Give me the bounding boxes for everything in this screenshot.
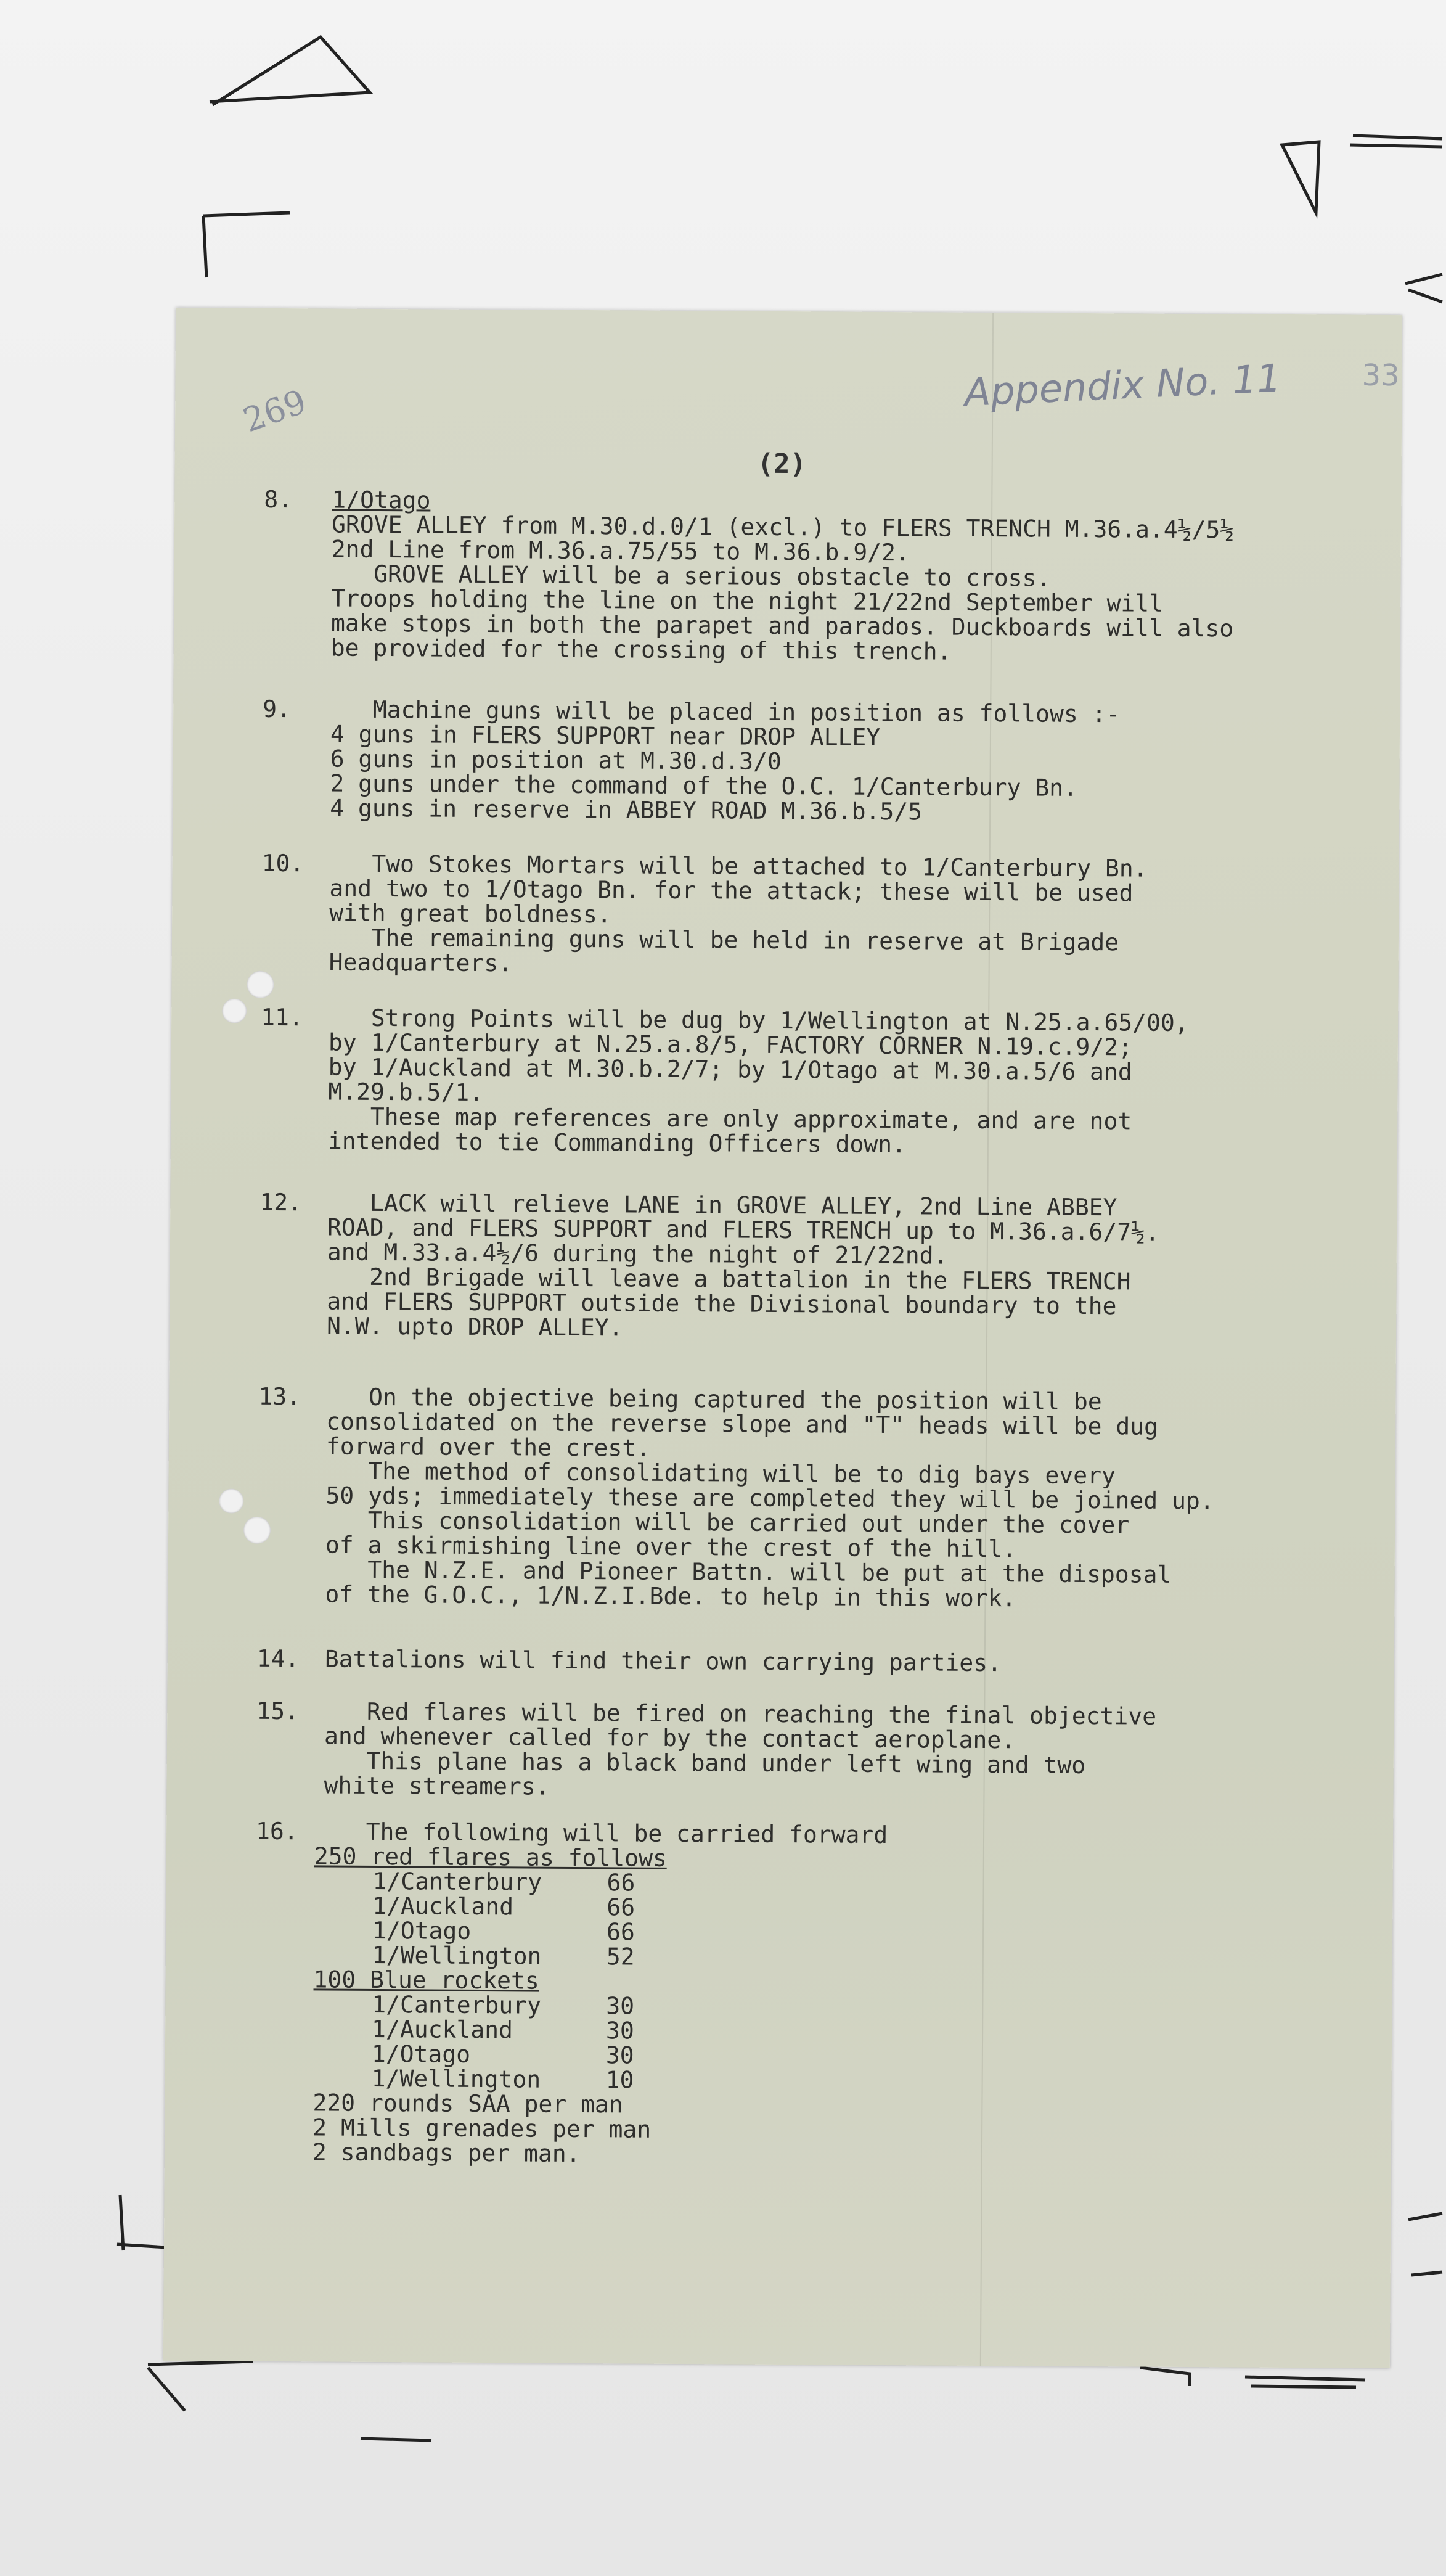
text-line: intended to tie Commanding Officers down. — [327, 1127, 907, 1159]
handwritten-folio-number: 269 — [238, 382, 311, 440]
text-line: The remaining guns will be held in reserve at Brigade — [329, 924, 1119, 956]
flares-list — [314, 1868, 1338, 1973]
punch-hole-bottom — [243, 1517, 271, 1544]
unit-name: 1/Canterbury — [372, 1867, 542, 1896]
text-line: This consolidation will be carried out under the cover — [325, 1506, 1130, 1539]
text-line: and FLERS SUPPORT outside the Divisional boundary to the — [327, 1287, 1117, 1320]
text-line: 2 guns under the command of the O.C. 1/Canterbury Bn. — [330, 769, 1078, 802]
paragraph-number: 16. — [255, 1817, 298, 1845]
quantity: 52 — [606, 1943, 635, 1971]
unit-name: 1/Auckland — [372, 2015, 513, 2044]
paragraph-11 — [171, 1003, 1342, 1159]
punch-hole-middle — [222, 998, 247, 1023]
paragraph-10 — [173, 849, 1344, 977]
text-line: Battalions will find their own carrying parties. — [324, 1645, 1002, 1677]
text-line: GROVE ALLEY from M.30.d.0/1 (excl.) to FLERS TRENCH M.36.a.4½/5½ — [331, 511, 1235, 544]
text-line: The N.Z.E. and Pioneer Battn. will be put at the disposal — [325, 1556, 1172, 1588]
quantity: 66 — [606, 1918, 635, 1946]
flares-heading: 250 red flares as follows — [314, 1842, 667, 1872]
text-line: make stops in both the parapet and parados. Duckboards will also — [330, 609, 1234, 642]
quantity: 66 — [607, 1869, 635, 1897]
quantity: 30 — [605, 2041, 634, 2069]
paragraph-9 — [173, 695, 1344, 826]
paragraph-14 — [168, 1644, 1339, 1677]
text-line: Machine guns will be placed in position as follows :- — [330, 695, 1121, 728]
text-line: of the G.O.C., 1/N.Z.I.Bde. to help in this work. — [325, 1580, 1016, 1612]
text-line: LACK will relieve LANE in GROVE ALLEY, 2nd Line ABBEY — [327, 1189, 1117, 1221]
paragraph-number: 12. — [259, 1188, 303, 1216]
text-line: and whenever called for by the contact aeroplane. — [324, 1722, 1016, 1754]
appendix-stamp: Appendix No. 11 — [963, 355, 1283, 416]
unit-name: 1/Auckland — [372, 1892, 514, 1921]
paragraph-number: 10. — [261, 849, 304, 877]
text-line: GROVE ALLEY will be a serious obstacle to cross. — [331, 560, 1051, 592]
text-line: The method of consolidating will be to dig bays every — [325, 1457, 1116, 1490]
text-line: Strong Points will be dug by 1/Wellington at N.25.a.65/00, — [329, 1004, 1189, 1037]
text-line: ROAD, and FLERS SUPPORT and FLERS TRENCH up to M.36.a.6/7½. — [327, 1213, 1160, 1246]
paragraph-number: 8. — [264, 485, 293, 514]
text-line: by 1/Auckland at M.30.b.2/7; by 1/Otago at M.30.a.5/6 and — [328, 1053, 1132, 1086]
text-line: 2 sandbags per man. — [312, 2138, 581, 2168]
paragraph-number: 9. — [263, 695, 292, 723]
paragraph-12 — [170, 1188, 1341, 1342]
text-line: be provided for the crossing of this trench. — [330, 634, 952, 665]
paragraph-number: 15. — [256, 1697, 300, 1725]
paragraph-16 — [166, 1817, 1338, 2168]
text-line: 2nd Brigade will leave a battalion in the FLERS TRENCH — [327, 1263, 1131, 1295]
text-line: and two to 1/Otago Bn. for the attack; these will be used — [329, 874, 1134, 907]
text-line: Two Stokes Mortars will be attached to 1/Canterbury Bn. — [329, 850, 1148, 882]
paragraph-title: 1/Otago — [332, 486, 431, 514]
unit-name: 1/Canterbury — [372, 1990, 542, 2019]
text-line: M.29.b.5/1. — [328, 1078, 484, 1107]
paragraph-number: 14. — [256, 1644, 300, 1673]
corner-page-number: 33 — [1362, 358, 1400, 393]
unit-name: 1/Otago — [371, 2040, 471, 2068]
quantity: 30 — [606, 1992, 635, 2020]
text-line: 220 rounds SAA per man — [312, 2089, 623, 2119]
quantity: 30 — [605, 2017, 635, 2045]
quantity: 66 — [607, 1893, 635, 1921]
text-line: 6 guns in position at M.30.d.3/0 — [330, 745, 782, 775]
text-line: 50 yds; immediately these are completed they will be joined up. — [325, 1482, 1214, 1515]
text-line: 2nd Line from M.36.a.75/55 to M.36.b.9/2. — [331, 535, 910, 567]
unit-name: 1/Otago — [372, 1916, 472, 1945]
paragraph-8 — [174, 485, 1346, 665]
paragraph-13 — [170, 1382, 1341, 1612]
document-sheet — [163, 308, 1402, 2368]
text-line: and M.33.a.4½/6 during the night of 21/22nd. — [327, 1238, 948, 1270]
text-line: These map references are only approximate, and are not — [328, 1102, 1132, 1135]
text-line: with great boldness. — [329, 899, 611, 929]
text-line: 4 guns in reserve in ABBEY ROAD M.36.b.5/5 — [330, 794, 923, 826]
text-line: This plane has a black band under left wing and two — [324, 1747, 1086, 1779]
unit-name: 1/Wellington — [372, 1941, 542, 1970]
quantity: 10 — [605, 2066, 634, 2094]
rockets-list — [313, 1991, 1337, 2096]
page-label: (2) — [757, 448, 807, 480]
rockets-heading: 100 Blue rockets — [313, 1966, 539, 1995]
punch-hole-lower — [219, 1488, 243, 1513]
text-line: by 1/Canterbury at N.25.a.8/5, FACTORY CORNER N.19.c.9/2; — [328, 1028, 1133, 1061]
paragraph-number: 11. — [261, 1003, 303, 1032]
text-line: N.W. upto DROP ALLEY. — [326, 1312, 623, 1342]
text-line: 4 guns in FLERS SUPPORT near DROP ALLEY — [330, 720, 881, 751]
text-line: white streamers. — [324, 1771, 550, 1800]
text-line: consolidated on the reverse slope and "T" heads will be dug — [326, 1408, 1159, 1440]
text-line: Headquarters. — [329, 948, 513, 977]
paragraph-15 — [167, 1697, 1338, 1800]
text-line: forward over the crest. — [325, 1432, 651, 1462]
text-line: Troops holding the line on the night 21/22nd September will — [331, 585, 1164, 617]
text-line: Red flares will be fired on reaching the final objective — [324, 1697, 1157, 1730]
paragraph-number: 13. — [258, 1382, 301, 1411]
text-line: On the objective being captured the position will be — [326, 1383, 1102, 1416]
text-line: of a skirmishing line over the crest of the hill. — [325, 1531, 1017, 1563]
punch-hole-top — [247, 971, 274, 998]
text-line: The following will be carried forward — [323, 1818, 888, 1849]
text-line: 2 Mills grenades per man — [312, 2114, 652, 2143]
unit-name: 1/Wellington — [371, 2064, 541, 2093]
